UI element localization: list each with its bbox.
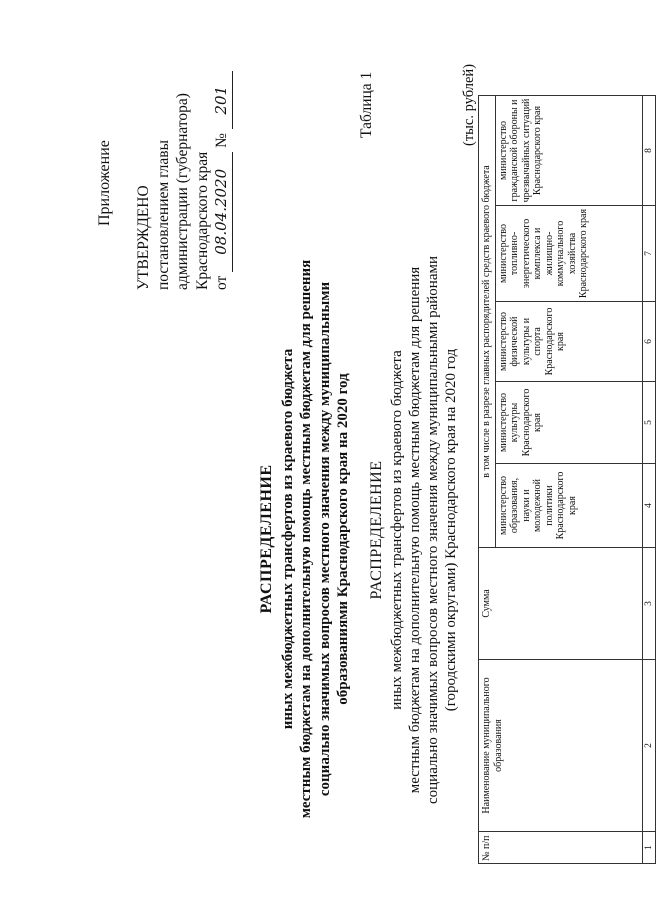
number-prefix: № bbox=[213, 133, 230, 148]
table-number-label: Таблица 1 bbox=[358, 71, 375, 138]
document-title bbox=[258, 234, 353, 844]
table-header-row bbox=[479, 95, 496, 863]
column-number: 1 bbox=[642, 832, 655, 864]
column-number-row bbox=[642, 95, 655, 863]
table-title-line: социально значимых вопросов местного значения между муниципальными районами bbox=[425, 256, 441, 804]
approval-line: Краснодарского края bbox=[193, 151, 211, 290]
approval-date: 08.04.2020 bbox=[212, 152, 233, 272]
approval-line: администрации (губернатора) bbox=[174, 93, 191, 290]
appendix-label: Приложение bbox=[96, 140, 113, 226]
title-line: иных межбюджетных трансфертов из краевого бюджета bbox=[279, 348, 296, 730]
column-number: 5 bbox=[642, 382, 655, 464]
table-title-heading: РАСПРЕДЕЛЕНИЕ bbox=[368, 460, 385, 600]
date-prefix: от bbox=[213, 275, 230, 290]
header-ministry-civil-defense: министерство гражданской обороны и чрезвычайных ситуаций Краснодарского края bbox=[495, 95, 642, 205]
table-title-line: иных межбюджетных трансфертов из краевого бюджета bbox=[389, 350, 405, 710]
header-ministry-culture: министерство культуры Краснодарского края bbox=[495, 382, 642, 464]
header-num: № п/п bbox=[479, 832, 643, 864]
column-number: 3 bbox=[642, 548, 655, 660]
header-sum: Сумма bbox=[479, 548, 643, 660]
title-heading: РАСПРЕДЕЛЕНИЕ bbox=[258, 464, 275, 614]
header-ministry-sport: министерство физической культуры и спорта Краснодарского края bbox=[495, 302, 642, 382]
header-group: в том числе в разрезе главных распорядителей средств краевого бюджета bbox=[479, 95, 496, 547]
column-number: 8 bbox=[642, 95, 655, 205]
title-line: социально значимых вопросов местного значения между муниципальными bbox=[316, 281, 333, 797]
approval-line: УТВЕРЖДЕНО bbox=[135, 185, 152, 290]
table-title-line: местным бюджетам на дополнительную помощь местным бюджетам для решения bbox=[407, 266, 423, 794]
approval-line: постановлением главы bbox=[154, 140, 172, 290]
title-line: местным бюджетам на дополнительную помощь местным бюджетам для решения bbox=[298, 259, 314, 819]
approval-number: 201 bbox=[212, 71, 233, 129]
approval-stamp bbox=[134, 71, 233, 290]
table-title-line: (городскими округами) Краснодарского края на 2020 год bbox=[443, 348, 459, 712]
distribution-table bbox=[478, 95, 656, 864]
column-number: 7 bbox=[642, 206, 655, 302]
approval-date-line bbox=[212, 71, 233, 290]
table-title bbox=[368, 240, 460, 820]
column-number: 2 bbox=[642, 660, 655, 832]
title-line: образованиями Краснодарского края на 2020 год bbox=[335, 373, 351, 705]
units-label: (тыс. рублей) bbox=[461, 64, 477, 146]
header-ministry-education: министерство образования, науки и молодежной политики Краснодарского края bbox=[495, 464, 642, 548]
header-ministry-energy: министерство топливно-энергетического комплекса и жилищно-коммунального хозяйства Краснодарского края bbox=[495, 206, 642, 302]
column-number: 6 bbox=[642, 302, 655, 382]
column-number: 4 bbox=[642, 464, 655, 548]
header-name: Наименование муниципального образования bbox=[479, 660, 643, 832]
